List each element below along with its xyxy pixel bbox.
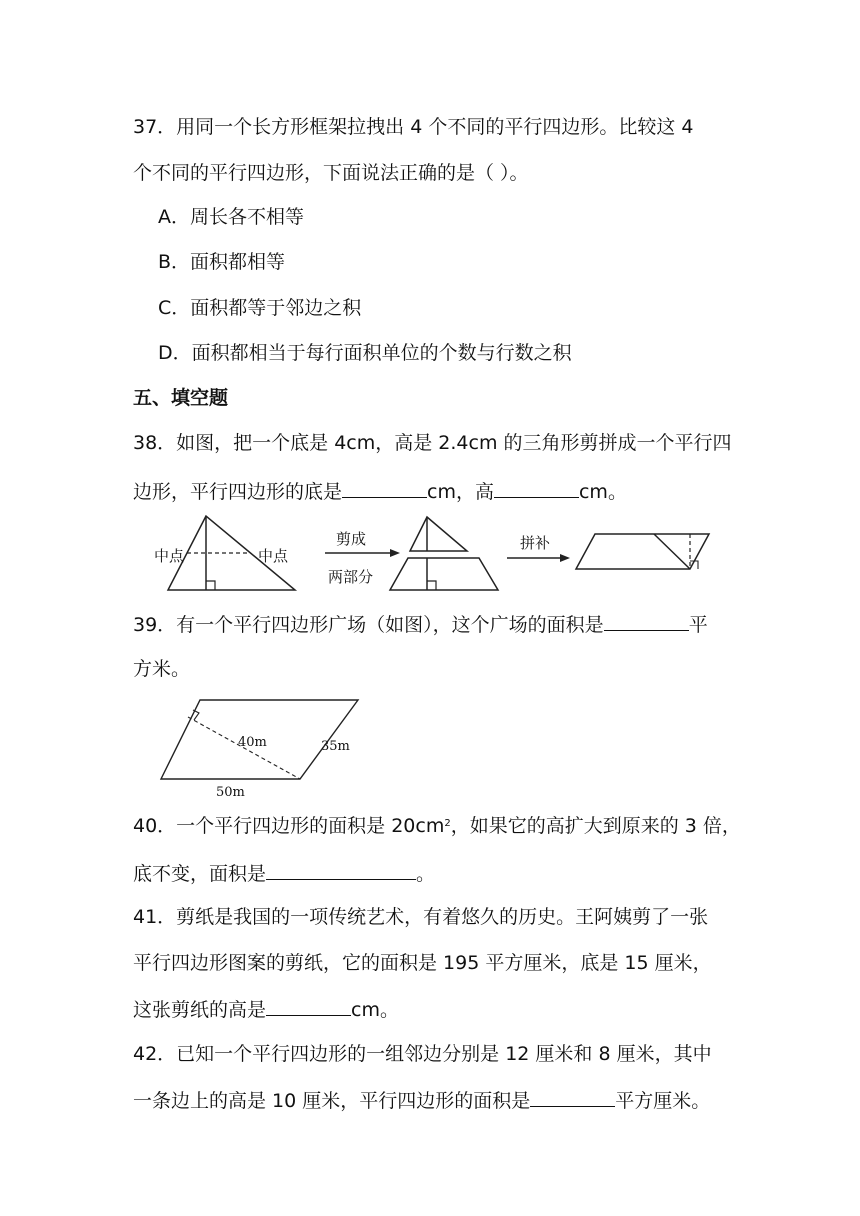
q42-text-a: 一条边上的高是 10 厘米，平行四边形的面积是 bbox=[133, 1090, 531, 1112]
q40-superscript: 2 bbox=[444, 818, 451, 829]
q37-option-a: A．周长各不相等 bbox=[158, 206, 304, 228]
q41-text-b: cm。 bbox=[351, 999, 399, 1021]
q41-text-a: 这张剪纸的高是 bbox=[133, 999, 267, 1021]
q38-figure bbox=[150, 510, 730, 596]
q38-midpoint-left-label: 中点 bbox=[154, 547, 185, 565]
q40-line2 bbox=[133, 859, 435, 887]
q38-arrow-join-label: 拼补 bbox=[520, 534, 551, 552]
q38-text-b: cm，高 bbox=[427, 481, 494, 503]
q38-midpoint-right-label: 中点 bbox=[258, 547, 289, 565]
q39-base-label: 50m bbox=[216, 785, 245, 800]
q40-line1 bbox=[133, 813, 741, 839]
q39-line2: 方米。 bbox=[133, 658, 191, 680]
q38-blank-height[interactable] bbox=[494, 477, 579, 498]
section-heading: 五、填空题 bbox=[133, 387, 229, 409]
q38-piece-top bbox=[410, 517, 467, 551]
q42-line1: 42．已知一个平行四边形的一组邻边分别是 12 厘米和 8 厘米，其中 bbox=[133, 1043, 712, 1065]
q40-text-b: ，如果它的高扩大到原来的 3 倍， bbox=[450, 815, 741, 837]
q42-line2 bbox=[133, 1086, 710, 1114]
q40-text-a: 40．一个平行四边形的面积是 20cm bbox=[133, 815, 445, 837]
q38-text-c: cm。 bbox=[578, 481, 627, 503]
q39-blank-area[interactable] bbox=[604, 610, 689, 631]
q38-piece-bottom bbox=[390, 558, 498, 590]
q38-line2 bbox=[133, 477, 627, 505]
q39-line1 bbox=[133, 610, 708, 638]
q37-line2: 个不同的平行四边形，下面说法正确的是（ ）。 bbox=[133, 162, 529, 184]
q40-text-c: 底不变，面积是 bbox=[133, 863, 267, 885]
q39-figure bbox=[150, 690, 390, 805]
q39-height-label: 40m bbox=[238, 735, 267, 750]
q41-line3 bbox=[133, 995, 399, 1023]
q41-blank-height[interactable] bbox=[266, 995, 351, 1016]
q40-blank-area[interactable] bbox=[266, 859, 416, 880]
q37-line1: 37．用同一个长方形框架拉拽出 4 个不同的平行四边形。比较这 4 bbox=[133, 116, 694, 138]
q38-arrow-cut-sub-label: 两部分 bbox=[328, 568, 374, 586]
q38-text-a: 边形，平行四边形的底是 bbox=[133, 481, 343, 503]
q40-text-d: 。 bbox=[416, 863, 436, 885]
q39-text-b: 平 bbox=[688, 614, 708, 636]
q42-text-b: 平方厘米。 bbox=[615, 1090, 711, 1112]
q38-arrow-cut-label: 剪成 bbox=[336, 530, 367, 548]
q41-line1: 41．剪纸是我国的一项传统艺术，有着悠久的历史。王阿姨剪了一张 bbox=[133, 906, 709, 928]
q39-side-label: 35m bbox=[321, 739, 350, 754]
q38-right-angle-mark bbox=[206, 581, 215, 590]
q37-option-b: B．面积都相等 bbox=[158, 251, 286, 273]
q39-text-a: 39．有一个平行四边形广场（如图），这个广场的面积是 bbox=[133, 614, 604, 636]
q38-blank-base[interactable] bbox=[342, 477, 427, 498]
q42-blank-area[interactable] bbox=[530, 1086, 615, 1107]
q38-parallelogram bbox=[576, 534, 709, 569]
q41-line2: 平行四边形图案的剪纸，它的面积是 195 平方厘米，底是 15 厘米， bbox=[133, 952, 712, 974]
q38-line1: 38．如图，把一个底是 4cm，高是 2.4cm 的三角形剪拼成一个平行四 bbox=[133, 432, 732, 454]
q37-option-d: D．面积都相当于每行面积单位的个数与行数之积 bbox=[158, 342, 572, 364]
q37-option-c: C．面积都等于邻边之积 bbox=[158, 297, 362, 319]
